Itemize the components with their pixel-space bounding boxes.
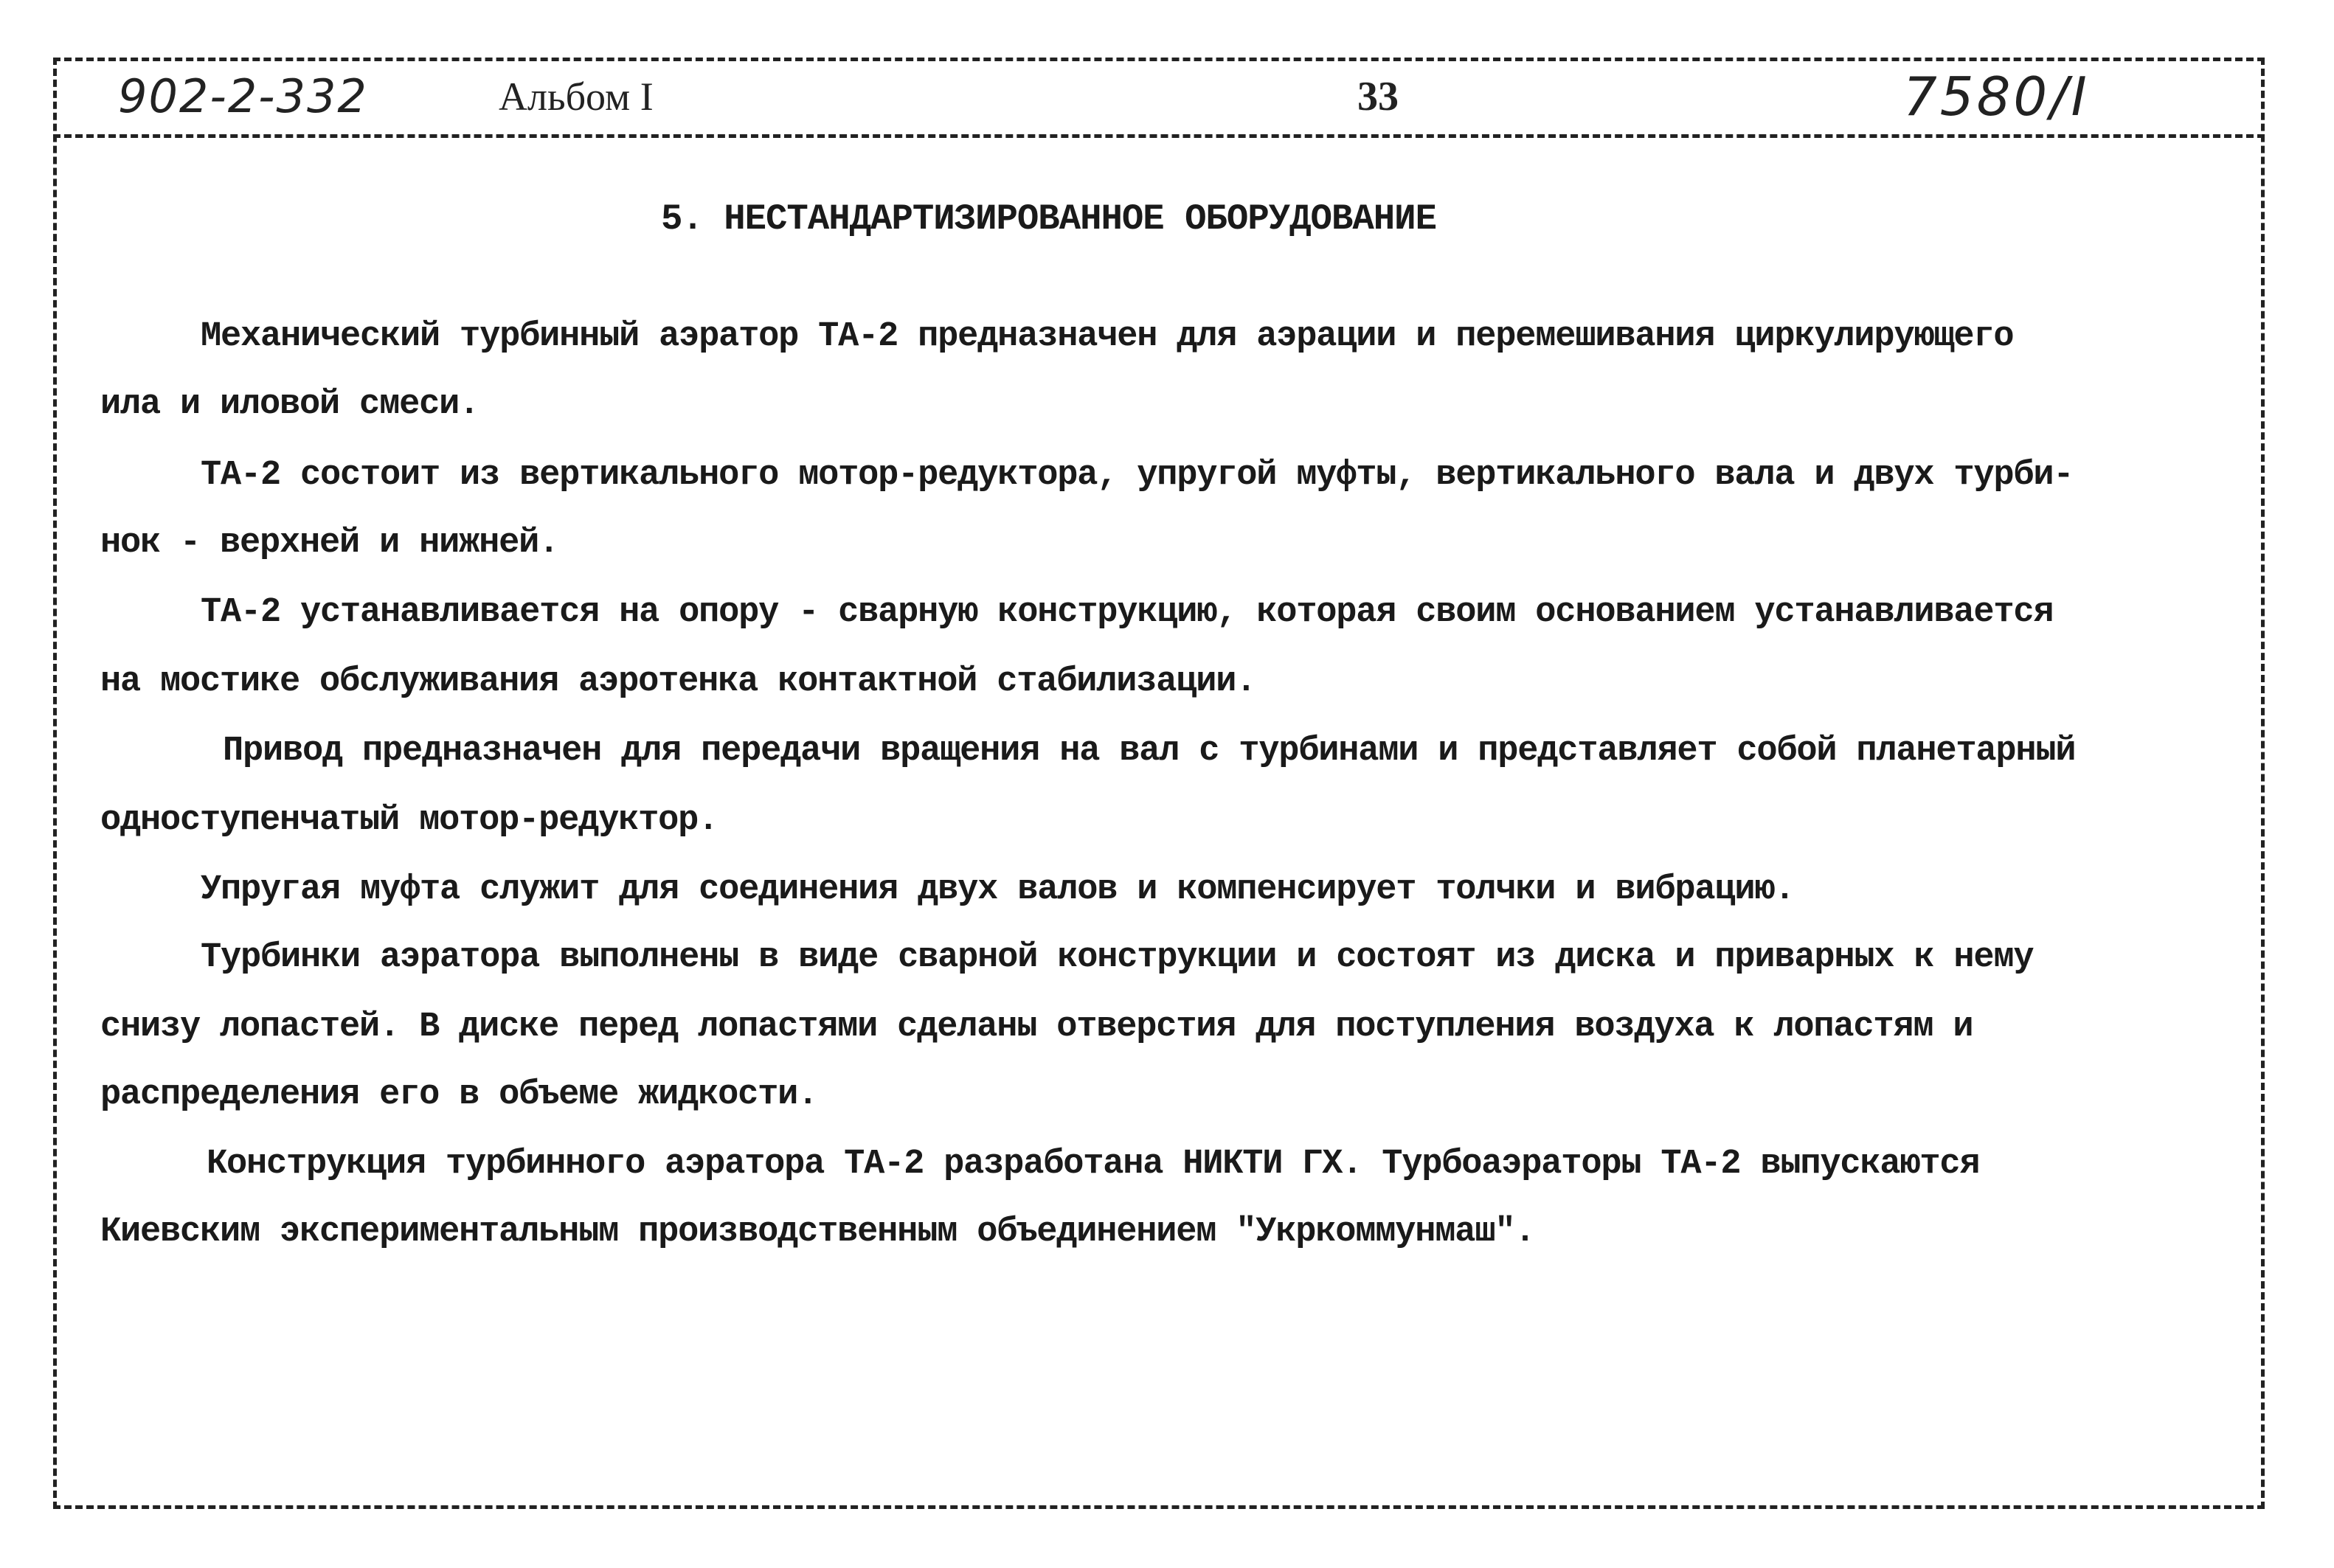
paragraph-line: Привод предназначен для передачи вращения на вал с турбинами и представляет собой планетарный xyxy=(223,732,2076,771)
album-label: Альбом I xyxy=(499,74,654,119)
paragraph-line: на мостике обслуживания аэротенка контактной стабилизации. xyxy=(100,662,1256,701)
paragraph-line: снизу лопастей. В диске перед лопастями сделаны отверстия для поступления воздуха к лопастям и xyxy=(100,1007,1973,1047)
paragraph-line: Турбинки аэратора выполнены в виде сварной конструкции и состоят из диска и приварных к нему xyxy=(201,938,2034,977)
sheet-number: 7580/I xyxy=(1903,66,2090,128)
paragraph-line: нок - верхней и нижней. xyxy=(100,524,559,563)
paragraph-line: ТА-2 состоит из вертикального мотор-редуктора, упругой муфты, вертикального вала и двух турби- xyxy=(201,456,2074,495)
paragraph-line: Конструкция турбинного аэратора ТА-2 разработана НИКТИ ГХ. Турбоаэраторы ТА-2 выпускаются xyxy=(207,1145,1980,1184)
page-frame xyxy=(53,58,2265,1509)
paragraph-line: ила и иловой смеси. xyxy=(100,385,479,424)
paragraph-line: ТА-2 устанавливается на опору - сварную конструкцию, которая своим основанием устанавливается xyxy=(201,593,2054,632)
document-code: 902-2-332 xyxy=(118,69,368,123)
paragraph-line: Упругая муфта служит для соединения двух валов и компенсирует толчки и вибрацию. xyxy=(201,870,1795,909)
paragraph-line: Механический турбинный аэратор ТА-2 предназначен для аэрации и перемешивания циркулирующего xyxy=(201,317,2014,356)
paragraph-line: распределения его в объеме жидкости. xyxy=(100,1075,818,1114)
page-number: 33 xyxy=(1357,74,1399,119)
header-divider xyxy=(53,134,2265,138)
paragraph-line: Киевским экспериментальным производственным объединением "Укркоммунмаш". xyxy=(100,1213,1535,1252)
section-title: 5. НЕСТАНДАРТИЗИРОВАННОЕ ОБОРУДОВАНИЕ xyxy=(661,198,1436,240)
paragraph-line: одноступенчатый мотор-редуктор. xyxy=(100,801,718,840)
